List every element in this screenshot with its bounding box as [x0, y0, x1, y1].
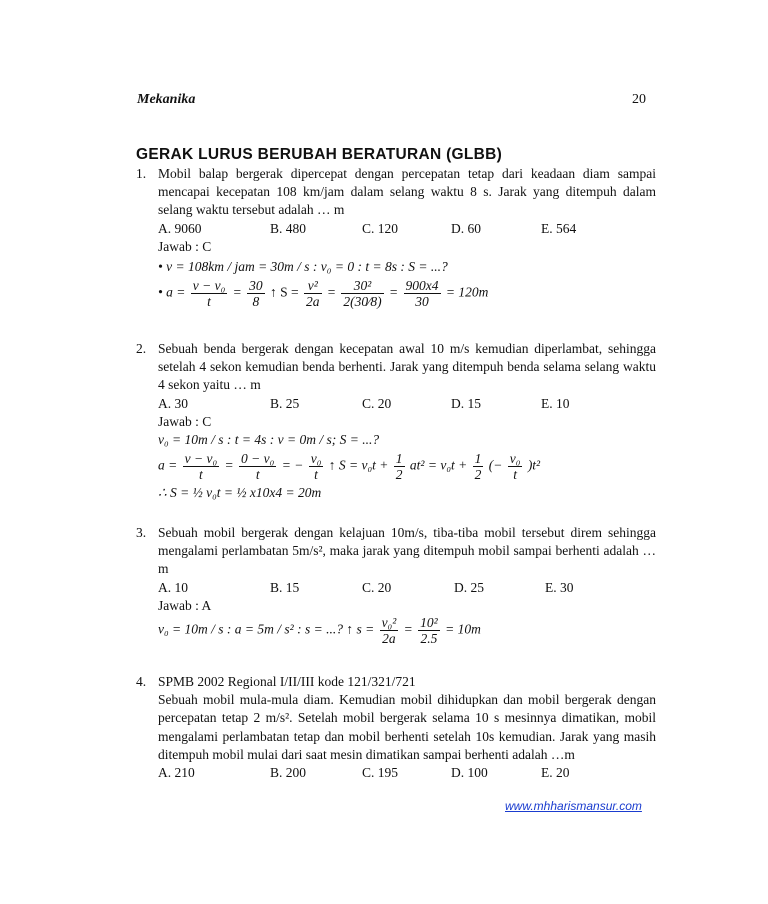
question-number: 4. — [136, 674, 147, 689]
question-3 — [136, 524, 656, 646]
eq-text: • a = — [158, 284, 186, 300]
eq-text: a = — [158, 457, 178, 473]
question-text: Sebuah mobil mula-mula diam. Kemudian mobil dihidupkan dan mobil bergerak dengan percepatan tetap 2 m/s². Setelah mobil bergerak selama 10 s mesinnya dimatikan, mobil mengalami perlambatan tetap dan mobil berhenti setelah 10s kemudian. Jarak yang masih ditempuh mobil mulai dari saat mesin dimatikan sampai berhenti adalah …m — [158, 692, 656, 762]
numerator: v² — [304, 278, 322, 294]
numerator: 900x4 — [405, 278, 439, 294]
denominator: 2a — [382, 630, 396, 646]
option-d: D. 15 — [451, 395, 481, 411]
numerator: v₀ — [310, 451, 322, 467]
question-text: Sebuah mobil bergerak dengan kelajuan 10m/s, tiba-tiba mobil tersebut direm sehingga mengalami perlambatan 5m/s², maka jarak yang ditempuh mobil sampai berhenti adalah … m — [158, 525, 656, 577]
option-c: C. 20 — [362, 579, 392, 595]
solution-line-1: v₀ = 10m / s : t = 4s : v = 0m / s; S = ...? — [158, 431, 380, 447]
numerator: 1 — [474, 451, 482, 467]
solution-line-1: • v = 108km / jam = 30m / s : v₀ = 0 : t = 8s : S = ...? — [158, 258, 448, 274]
numerator: 10² — [420, 614, 438, 630]
question-4 — [136, 673, 656, 782]
fraction — [309, 451, 324, 482]
option-d: D. 60 — [451, 220, 481, 236]
denominator: t — [199, 467, 203, 483]
options-row — [158, 220, 656, 238]
numerator: 0 − v₀ — [241, 451, 275, 467]
question-text: Mobil balap bergerak dipercepat dengan percepatan tetap dari keadaan diam sampai mencapai kecepatan 108 km/jam dalam selang waktu 8 s. Jarak yang ditempuh dalam selang waktu tersebut adalah … m — [158, 166, 656, 218]
denominator: t — [255, 467, 260, 483]
numerator: 1 — [395, 451, 403, 467]
page-number: 20 — [632, 92, 646, 107]
header-subject: Mekanika — [137, 92, 196, 107]
numerator: 30² — [341, 278, 383, 294]
fraction — [304, 278, 322, 309]
fraction — [473, 451, 484, 482]
question-2 — [136, 340, 656, 502]
option-a: A. 30 — [158, 395, 188, 411]
option-b: B. 25 — [270, 395, 300, 411]
options-row — [158, 395, 656, 413]
options-row — [158, 579, 656, 597]
eq-text: ↑ S = v₀t + — [328, 457, 389, 473]
fraction — [404, 278, 441, 309]
options-row — [158, 764, 656, 782]
eq-text: = 10m — [445, 621, 481, 637]
option-c: C. 120 — [362, 220, 399, 236]
option-e: E. 20 — [541, 765, 570, 781]
option-d: D. 25 — [454, 579, 484, 595]
numerator: v − v₀ — [192, 278, 226, 294]
option-a: A. 10 — [158, 579, 188, 595]
fraction — [418, 615, 440, 646]
answer-label: Jawab : A — [158, 597, 212, 613]
eq-text: ↑ S = — [270, 284, 299, 300]
solution-line-2: a = $\frac{\text{v − v₀}}{t}$ = $\frac{\text{0 − v₀}}{t}$ = − $\frac{\text{v₀}}{t}$ ↑ S = v₀t + $\frac{1}{2}$ at² = v₀t + $\frac{1}{2}$ (− $\frac{\text{v₀}}{t}$ )t² — [158, 451, 541, 483]
fraction — [247, 278, 265, 309]
numerator: 30 — [249, 278, 263, 294]
option-e: E. 564 — [541, 220, 577, 236]
website-link[interactable]: www.mhharismansur.com — [505, 799, 642, 813]
option-a: A. 9060 — [158, 220, 202, 236]
numerator: v₀² — [381, 614, 397, 630]
option-c: C. 195 — [362, 765, 399, 781]
denominator: 2 — [395, 467, 403, 483]
question-number: 2. — [136, 341, 147, 356]
answer-label: Jawab : C — [158, 413, 212, 429]
denominator: 2.5 — [420, 630, 438, 646]
eq-text: = — [232, 284, 242, 300]
option-e: E. 10 — [541, 395, 570, 411]
denominator: t — [314, 467, 318, 483]
fraction — [239, 451, 276, 482]
fraction — [508, 451, 523, 482]
solution-line-1: v₀ = 10m / s : a = 5m / s² : s = ...? ↑ s = $\frac{\text{v₀²}}{2a}$ = $\frac{\text{10²}}{2.5}$ = 10m — [158, 614, 481, 646]
option-d: D. 100 — [451, 765, 488, 781]
option-e: E. 30 — [545, 579, 574, 595]
denominator: t — [207, 294, 211, 310]
option-a: A. 210 — [158, 765, 195, 781]
option-b: B. 480 — [270, 220, 307, 236]
eq-text: at² = v₀t + — [409, 457, 468, 473]
eq-text: v₀ = 10m / s : a = 5m / s² : s = ...? ↑ s = — [158, 621, 375, 637]
fraction — [394, 451, 405, 482]
question-1 — [136, 165, 656, 309]
solution-line-2: • a = $\frac{\text{v − v₀}}{t}$ = $\frac{30}{8}$ ↑ S = $\frac{\text{v²}}{2a}$ = $\frac{\text{30²}}{2(30⁄8)}$ = $\frac{900x4}{30}$ = 120m — [158, 278, 489, 310]
eq-text: = 120m — [445, 284, 489, 300]
option-b: B. 15 — [270, 579, 300, 595]
answer-label: Jawab : C — [158, 238, 212, 254]
denominator: 2(30⁄8) — [343, 294, 382, 310]
question-text: Sebuah benda bergerak dengan kecepatan awal 10 m/s kemudian diperlambat, sehingga setelah 4 sekon kemudian benda berhenti. Jarak yang ditempuh benda selama selang waktu 4 sekon yaitu … m — [158, 341, 656, 393]
eq-text: )t² — [527, 457, 541, 473]
denominator: 2 — [474, 467, 482, 483]
question-number: 1. — [136, 166, 147, 181]
question-number: 3. — [136, 525, 147, 540]
option-b: B. 200 — [270, 765, 307, 781]
denominator: t — [513, 467, 517, 483]
fraction — [380, 615, 399, 646]
section-title: GERAK LURUS BERUBAH BERATURAN (GLBB) — [136, 146, 503, 163]
numerator: v − v₀ — [184, 451, 218, 467]
denominator: 30 — [415, 294, 429, 310]
denominator: 2a — [306, 294, 320, 310]
fraction — [341, 278, 383, 309]
solution-line-3: ∴ S = ½ v₀t = ½ x10x4 = 20m — [158, 485, 322, 501]
fraction — [191, 278, 228, 309]
fraction — [183, 451, 220, 482]
option-c: C. 20 — [362, 395, 392, 411]
numerator: v₀ — [509, 451, 521, 467]
question-source: SPMB 2002 Regional I/II/III kode 121/321/721 — [158, 674, 416, 689]
denominator: 8 — [252, 294, 260, 310]
